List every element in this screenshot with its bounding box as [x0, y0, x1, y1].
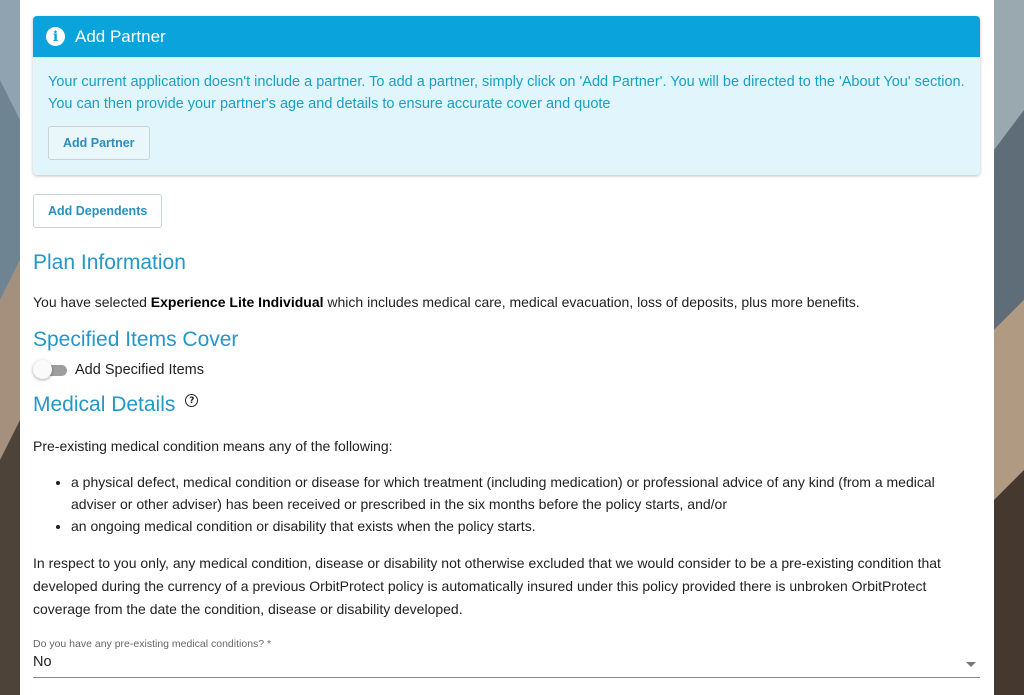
info-icon: i	[46, 27, 65, 46]
select-label: Do you have any pre-existing medical conditions? *	[33, 638, 272, 650]
pre-existing-intro: Pre-existing medical condition means any of the following:	[33, 438, 393, 454]
plan-text-after: which includes medical care, medical evacuation, loss of deposits, plus more benefits.	[323, 294, 860, 310]
specified-items-toggle-label: Add Specified Items	[75, 362, 204, 378]
specified-items-toggle[interactable]	[33, 363, 67, 377]
pre-existing-conditions-select[interactable]	[33, 638, 980, 678]
alert-header	[33, 16, 980, 57]
help-icon[interactable]: ?	[185, 394, 198, 407]
add-partner-alert	[33, 16, 980, 175]
alert-message: Your current application doesn't include a partner. To add a partner, simply click on 'Add Partner'. You will be directed to the 'About You' section. You can then provide your partner's age and details to ensure accurate cover and quote	[48, 74, 965, 112]
orbitprotect-coverage-text: In respect to you only, any medical condition, disease or disability not otherwise excluded that we would consider to be a pre-existing condition that developed during the currency of a previous OrbitProtect policy is automatically insured under this policy provided there is unbroken OrbitProtect coverage from the date the condition, disease or disability developed.	[33, 555, 941, 617]
plan-information-heading: Plan Information	[33, 251, 186, 274]
chevron-down-icon[interactable]	[966, 662, 976, 667]
add-dependents-button[interactable]: Add Dependents	[33, 194, 162, 228]
add-partner-button[interactable]: Add Partner	[48, 126, 150, 160]
list-item: • a physical defect, medical condition or disease for which treatment (including medication) or professional advice of any kind (from a medical adviser or other adviser) has been received or prescribed in the six months before the policy starts, and/or	[71, 471, 981, 515]
plan-information-text	[33, 294, 981, 310]
specified-items-heading: Specified Items Cover	[33, 328, 239, 351]
medical-details-heading-row	[33, 393, 981, 417]
conditions-list	[33, 471, 981, 537]
select-value[interactable]: No	[33, 654, 980, 678]
toggle-knob	[33, 360, 52, 379]
list-item: • an ongoing medical condition or disability that exists when the policy starts.	[71, 515, 981, 537]
alert-body	[33, 57, 980, 175]
background-scenery-right	[994, 0, 1024, 695]
alert-title: Add Partner	[75, 26, 166, 46]
plan-text-before: You have selected	[33, 294, 151, 310]
plan-name: Experience Lite Individual	[150, 294, 324, 310]
form-card	[20, 0, 994, 695]
background-scenery-left	[0, 0, 20, 695]
medical-details-heading: Medical Details	[33, 393, 176, 416]
specified-items-toggle-row	[33, 360, 981, 380]
